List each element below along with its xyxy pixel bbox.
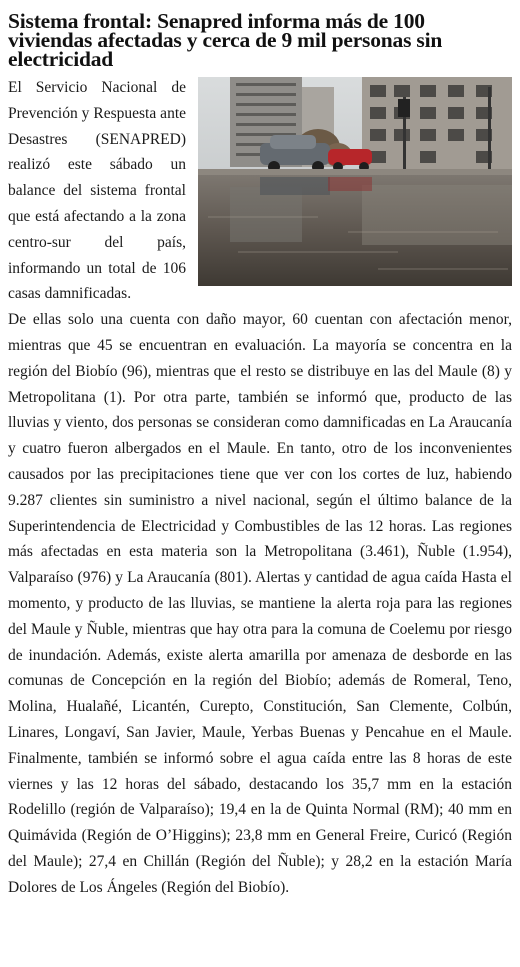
article-intro — [8, 75, 512, 307]
body-paragraph: De ellas solo una cuenta con daño mayor, 60 cuentan con afectación menor, mientras que 45 se encuentran en evaluación. La mayoría se concentra en la región del Biobío (96), mientras que el resto se distribuye en las del Maule (8) y Metropolitana (1). Por otra parte, también se informó que, producto de las lluvias y viento, dos personas se consideran como damnificadas en La Araucanía y cuatro fueron albergados en el Maule. En tanto, otro de los inconvenientes causados por las precipitaciones tiene que ver con los cortes de luz, habiendo 9.287 clientes sin suministro a nivel nacional, según el último balance de la Superintendencia de Electricidad y Combustibles de las 12 horas. Las regiones más afectadas en esta materia son la Metropolitana (3.461), Ñuble (1.954), Valparaíso (976) y La Araucanía (801). Alertas y cantidad de agua caída Hasta el momento, y producto de las lluvias, se mantiene la alerta roja para las regiones del Maule y Ñuble, mientras que hay otra para la comuna de Coelemu por riesgo de inundación. Además, existe alerta amarilla por amenaza de desborde en las comunas de Concepción en la región del Biobío; además de Romeral, Teno, Molina, Hualañé, Licantén, Curepto, Constitución, San Clemente, Colbún, Linares, Longaví, San Javier, Maule, Yerbas Buenas y Pencahue en el Maule. Finalmente, también se informó sobre el agua caída entre las 8 horas de este viernes y las 12 horas del sábado, destacando los 35,7 mm en la estación Rodelillo (región de Valparaíso); 19,4 en la de Quinta Normal (RM); 40 mm en Quimávida (Región de O’Higgins); 23,8 mm en General Freire, Curicó (Región del Maule); 27,4 en Chillán (Región del Ñuble); y 28,2 en la estación María Dolores de Los Ángeles (Región del Biobío). — [8, 311, 512, 896]
headline: Sistema frontal: Senapred informa más de 100 viviendas afectadas y cerca de 9 mil personas sin electricidad — [8, 9, 443, 71]
flooded-street-photo — [198, 77, 512, 286]
lead-paragraph: El Servicio Nacional de Prevención y Respuesta ante Desastres (SENAPRED) realizó este sábado un balance del sistema frontal que está afectando a la zona centro-sur del país, informando un total de 106 casas damnificadas. — [8, 79, 186, 303]
